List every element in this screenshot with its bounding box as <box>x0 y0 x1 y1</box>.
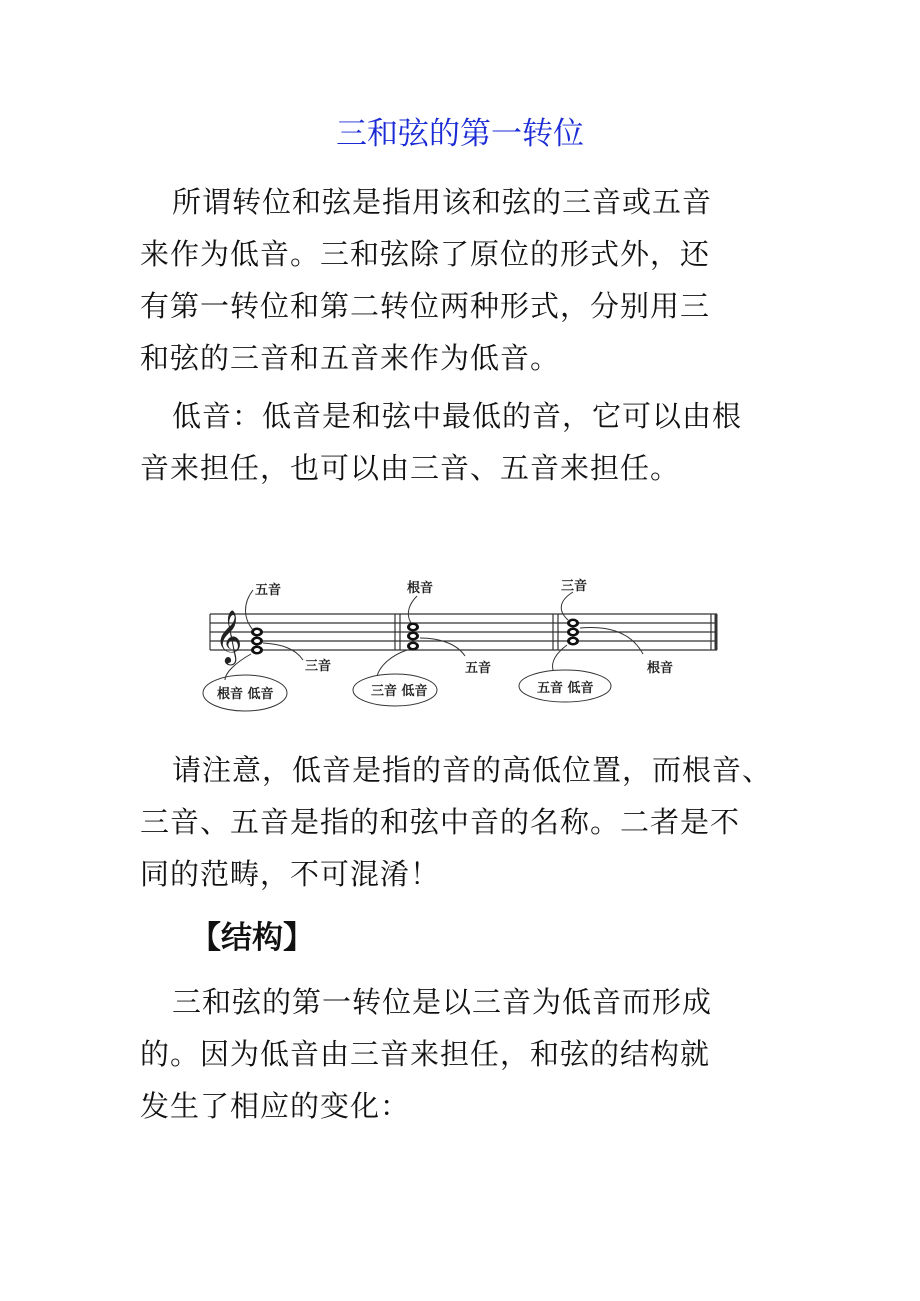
intro-paragraph <box>140 176 790 384</box>
staff-lines <box>210 614 717 650</box>
chord-2-notes <box>407 623 419 651</box>
structure-line-1: 三和弦的第一转位是以三音为低音而形成 <box>172 985 713 1019</box>
intro-line-2: 来作为低音。三和弦除了原位的形式外，还 <box>140 237 711 271</box>
bass-line-1: 低音：低音是和弦中最低的音，它可以由根 <box>172 399 743 433</box>
note-line-3: 同的范畴，不可混淆！ <box>140 857 441 891</box>
chord-3-oval-label: 五音 低音 <box>537 681 594 696</box>
structure-line-3: 发生了相应的变化： <box>140 1089 411 1123</box>
intro-line-4: 和弦的三音和五音来作为低音。 <box>140 341 561 375</box>
chord-3-notes <box>567 619 579 646</box>
note-paragraph <box>140 744 790 900</box>
page-title: 三和弦的第一转位 <box>336 116 584 152</box>
bass-line-2: 音来担任，也可以由三音、五音来担任。 <box>140 451 681 485</box>
note-line-2: 三音、五音是指的和弦中音的名称。二者是不 <box>140 805 741 839</box>
chord-inversion-figure <box>195 568 735 728</box>
treble-clef-icon: 𝄞 <box>215 609 243 663</box>
chord-3-top-label: 三音 <box>561 579 588 594</box>
chord-1-side-label: 三音 <box>305 659 332 674</box>
chord-1-oval-label: 根音 低音 <box>217 687 274 702</box>
intro-line-3: 有第一转位和第二转位两种形式，分别用三 <box>140 289 711 323</box>
note-line-1: 请注意，低音是指的音的高低位置，而根音、 <box>172 753 773 787</box>
structure-line-2: 的。因为低音由三音来担任，和弦的结构就 <box>140 1037 711 1071</box>
chord-2-side-label: 五音 <box>465 661 492 676</box>
chord-2-oval-label: 三音 低音 <box>371 684 428 699</box>
chord-3-side-label: 根音 <box>647 661 674 676</box>
chord-1-top-label: 五音 <box>255 583 282 598</box>
chord-1-notes <box>251 628 263 655</box>
staff-diagram <box>195 568 735 728</box>
bass-definition-paragraph <box>140 390 790 494</box>
section-heading-structure: 【结构】 <box>190 920 314 956</box>
structure-paragraph <box>140 976 790 1132</box>
chord-2-top-label: 根音 <box>407 581 434 596</box>
intro-line-1: 所谓转位和弦是指用该和弦的三音或五音 <box>172 185 713 219</box>
